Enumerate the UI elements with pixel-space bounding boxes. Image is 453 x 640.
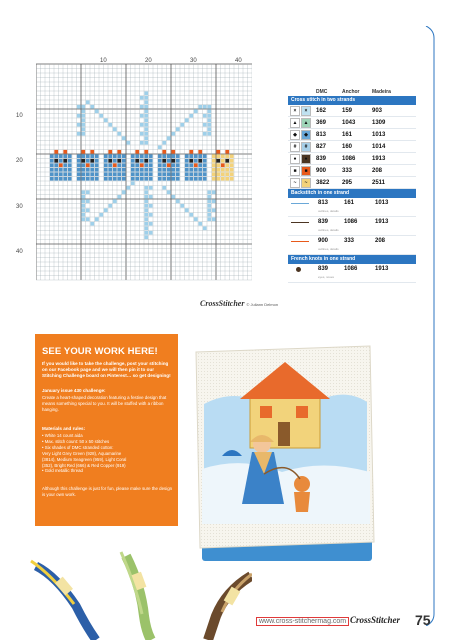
stitch-symbol-icon: × bbox=[301, 106, 311, 116]
axis-left-40: 40 bbox=[16, 249, 23, 255]
axis-top-30: 30 bbox=[190, 58, 197, 64]
material-item: • Gold metallic thread bbox=[42, 468, 83, 474]
key-usage: outlines, details bbox=[318, 209, 339, 213]
key-row bbox=[288, 236, 416, 255]
key-madeira: 1913 bbox=[372, 155, 386, 162]
axis-top-40: 40 bbox=[235, 58, 242, 64]
key-madeira: 208 bbox=[375, 238, 386, 244]
key-anchor: 333 bbox=[344, 238, 355, 244]
key-dmc: 3822 bbox=[316, 179, 330, 186]
key-dmc: 369 bbox=[316, 119, 327, 126]
stitch-line-icon bbox=[291, 222, 309, 223]
key-anchor: 1086 bbox=[344, 266, 358, 272]
key-anchor: 161 bbox=[342, 131, 353, 138]
key-dmc: 827 bbox=[316, 143, 327, 150]
cross-stitch-chart bbox=[36, 56, 252, 298]
thread-skein-brown bbox=[208, 574, 252, 640]
key-dmc: 813 bbox=[316, 131, 327, 138]
stitch-symbol-icon: ~ bbox=[290, 178, 300, 188]
cross-rows bbox=[288, 105, 416, 189]
materials-list bbox=[42, 433, 176, 474]
issue-text: Create a heart-shaped decoration featuring a festive design that means something special to you. It will be stuffed with a ribbon hanging. bbox=[42, 395, 167, 412]
backstitch-rows bbox=[288, 198, 416, 255]
stitched-project-photo bbox=[192, 344, 378, 564]
challenge-note: Although this challenge is just for fun, please make sure the design is your own work. bbox=[42, 486, 173, 497]
stitch-symbol-icon: ▲ bbox=[290, 118, 300, 128]
chart-brand bbox=[200, 299, 278, 308]
key-row bbox=[288, 177, 416, 189]
stitch-symbol-icon: ● bbox=[301, 154, 311, 164]
key-row bbox=[288, 129, 416, 141]
key-anchor: 161 bbox=[344, 200, 355, 206]
key-symbol bbox=[288, 118, 316, 128]
material-item: • Max. stitch count: 50 x 50 stitches bbox=[42, 438, 110, 444]
axis-top-20: 20 bbox=[145, 58, 152, 64]
axis-top-10: 10 bbox=[100, 58, 107, 64]
key-madeira: 2511 bbox=[372, 179, 386, 186]
stitch-symbol-icon: ◆ bbox=[290, 130, 300, 140]
key-symbol bbox=[288, 106, 316, 116]
key-section-backstitch: Backstitch in one strand bbox=[288, 189, 416, 198]
stitch-symbol-icon: ◆ bbox=[301, 130, 311, 140]
material-item: (352), Bright Red (666) & Red Copper (919) bbox=[42, 462, 126, 468]
french-rows bbox=[288, 264, 416, 283]
key-madeira: 1913 bbox=[375, 266, 389, 272]
thread-key bbox=[288, 85, 416, 283]
footer-brand: CrossStitcher bbox=[350, 615, 401, 625]
key-madeira: 1309 bbox=[372, 119, 386, 126]
chart-brand-logo: CrossStitcher bbox=[200, 299, 245, 308]
key-madeira: 1014 bbox=[372, 143, 386, 150]
key-usage: eyes, noses bbox=[318, 275, 335, 279]
key-dmc: 900 bbox=[318, 238, 329, 244]
key-symbol bbox=[288, 154, 316, 164]
challenge-box bbox=[35, 334, 178, 526]
key-madeira: 1013 bbox=[372, 131, 386, 138]
chart-grid bbox=[36, 56, 252, 298]
key-row bbox=[288, 117, 416, 129]
key-anchor: 1086 bbox=[344, 219, 358, 225]
challenge-intro: If you would like to take the challenge, post your stitching on our Facebook page and we will then pin it to our Stitching Challenge board on Pinterest… so get designing! bbox=[42, 361, 171, 379]
key-madeira: 208 bbox=[372, 167, 383, 174]
key-header-anchor: Anchor bbox=[342, 89, 360, 95]
key-anchor: 1086 bbox=[342, 155, 356, 162]
issue-heading: January issue 430 challenge: bbox=[42, 388, 106, 393]
stitch-symbol-icon: ~ bbox=[301, 178, 311, 188]
key-dmc: 839 bbox=[316, 155, 327, 162]
thread-skein-blue bbox=[31, 561, 96, 640]
key-usage: outlines, details bbox=[318, 247, 339, 251]
binder-edge bbox=[424, 26, 438, 626]
key-dmc: 813 bbox=[318, 200, 329, 206]
footer-url[interactable] bbox=[256, 618, 349, 625]
key-symbol bbox=[288, 130, 316, 140]
stitch-symbol-icon: # bbox=[290, 142, 300, 152]
key-symbol bbox=[288, 166, 316, 176]
axis-left-20: 20 bbox=[16, 158, 23, 164]
key-symbol bbox=[288, 178, 316, 188]
page-number: 75 bbox=[415, 612, 431, 628]
stitch-symbol-icon: # bbox=[301, 142, 311, 152]
chart-credit: © Juliann Delmon bbox=[246, 302, 279, 307]
key-section-cross: Cross stitch in two strands bbox=[288, 96, 416, 105]
materials-heading: Materials and rules: bbox=[42, 426, 86, 431]
material-item: • Six shades of DMC stranded cotton: bbox=[42, 444, 114, 450]
thread-skein-green bbox=[121, 552, 151, 640]
stitch-line-icon bbox=[296, 267, 301, 272]
key-dmc: 162 bbox=[316, 107, 327, 114]
key-row bbox=[288, 105, 416, 117]
key-dmc: 900 bbox=[316, 167, 327, 174]
key-header-madeira: Madeira bbox=[372, 89, 391, 95]
stitch-symbol-icon: ▲ bbox=[301, 118, 311, 128]
key-row bbox=[288, 141, 416, 153]
key-madeira: 903 bbox=[372, 107, 383, 114]
key-row bbox=[288, 198, 416, 217]
axis-left-30: 30 bbox=[16, 204, 23, 210]
key-anchor: 295 bbox=[342, 179, 353, 186]
key-madeira: 1013 bbox=[375, 200, 389, 206]
key-row bbox=[288, 217, 416, 236]
key-header-dmc: DMC bbox=[316, 89, 328, 95]
stitch-symbol-icon: × bbox=[290, 106, 300, 116]
key-symbol bbox=[288, 142, 316, 152]
footer-url-text[interactable]: www.cross-stitchermag.com bbox=[256, 617, 349, 626]
key-section-french: French knots in one strand bbox=[288, 255, 416, 264]
key-row bbox=[288, 153, 416, 165]
chart-gridlines bbox=[36, 64, 252, 280]
material-item: Very Light Grey Green (928), Aquamarine bbox=[42, 450, 122, 456]
key-dmc: 839 bbox=[318, 266, 329, 272]
axis-left-10: 10 bbox=[16, 113, 23, 119]
key-usage: outlines, details bbox=[318, 228, 339, 232]
stitch-line-icon bbox=[291, 241, 309, 242]
key-row bbox=[288, 165, 416, 177]
stitch-line-icon bbox=[291, 203, 309, 204]
stitch-symbol-icon: ■ bbox=[301, 166, 311, 176]
key-header bbox=[288, 85, 416, 96]
key-anchor: 160 bbox=[342, 143, 353, 150]
challenge-title: SEE YOUR WORK HERE! bbox=[42, 346, 158, 357]
key-row bbox=[288, 264, 416, 283]
key-anchor: 1043 bbox=[342, 119, 356, 126]
material-item: • White 14 count aida bbox=[42, 433, 83, 438]
stitch-symbol-icon: ■ bbox=[290, 166, 300, 176]
key-anchor: 333 bbox=[342, 167, 353, 174]
material-item: (3814), Medium Seagreen (959), Light Coral bbox=[42, 456, 127, 462]
embroidery-threads bbox=[26, 546, 252, 640]
key-madeira: 1913 bbox=[375, 219, 389, 225]
stitch-symbol-icon: ● bbox=[290, 154, 300, 164]
key-dmc: 839 bbox=[318, 219, 329, 225]
key-anchor: 159 bbox=[342, 107, 353, 114]
